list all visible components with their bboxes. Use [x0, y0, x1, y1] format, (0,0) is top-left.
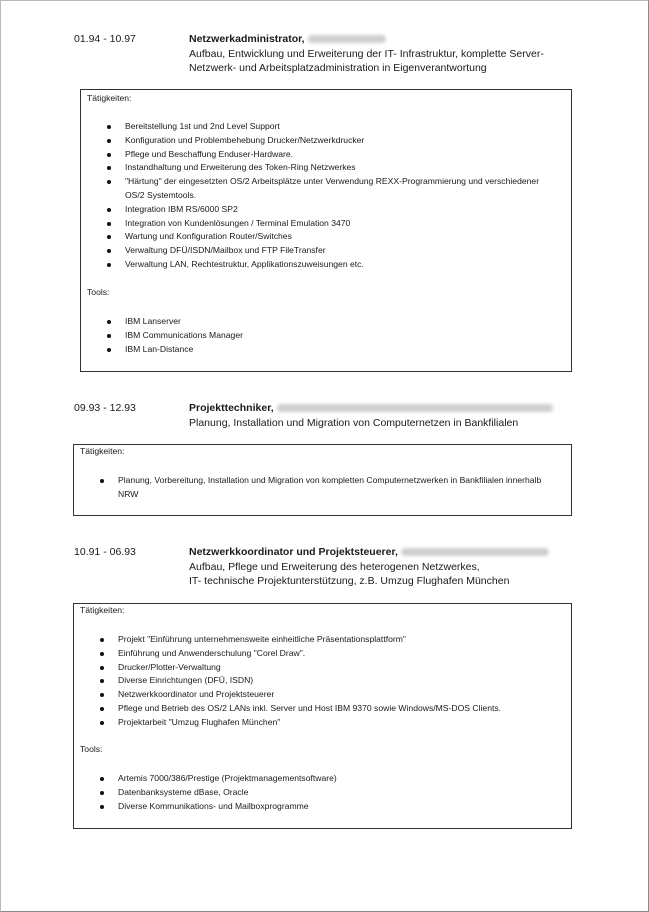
- duties-list: [118, 633, 559, 730]
- section-label: Tools:: [80, 744, 103, 754]
- list-item: Bereitstellung 1st und 2nd Level Support: [125, 120, 559, 134]
- entry-title: Netzwerkkoordinator und Projektsteuerer,: [189, 546, 398, 558]
- list-item: Projekt "Einführung unternehmensweite einheitliche Präsentationsplattform": [118, 633, 559, 647]
- list-item: IBM Lan-Distance: [125, 343, 559, 357]
- bullet-icon: [100, 479, 104, 483]
- bullet-icon: [100, 693, 104, 697]
- entry-title: Netzwerkadministrator,: [189, 33, 305, 45]
- entry-period: 09.93 - 12.93: [74, 402, 136, 414]
- bullet-icon: [100, 666, 104, 670]
- bullet-icon: [100, 652, 104, 656]
- list-item: Pflege und Betrieb des OS/2 LANs inkl. Server und Host IBM 9370 sowie Windows/MS-DOS Clients.: [118, 702, 559, 716]
- duties-list: [125, 120, 559, 272]
- entry-header: [189, 32, 609, 76]
- list-item: Diverse Einrichtungen (DFÜ, ISDN): [118, 674, 559, 688]
- bullet-icon: [107, 166, 111, 170]
- list-item: IBM Lanserver: [125, 315, 559, 329]
- list-item: Planung, Vorbereitung, Installation und Migration von kompletten Computernetzwerken in Bankfilialen innerhalb NRW: [118, 474, 559, 502]
- list-item: "Härtung" der eingesetzten OS/2 Arbeitsplätze unter Verwendung REXX-Programmierung und verschiedener OS/2 Systemtools.: [125, 175, 559, 203]
- entry-period: 01.94 - 10.97: [74, 33, 136, 45]
- bullet-icon: [107, 180, 111, 184]
- duties-box: [73, 603, 572, 829]
- bullet-icon: [107, 320, 111, 324]
- bullet-icon: [100, 721, 104, 725]
- duties-box: [80, 89, 572, 372]
- bullet-icon: [107, 153, 111, 157]
- bullet-icon: [107, 348, 111, 352]
- list-item: Integration von Kundenlösungen / Terminal Emulation 3470: [125, 217, 559, 231]
- bullet-icon: [100, 805, 104, 809]
- list-item: Integration IBM RS/6000 SP2: [125, 203, 559, 217]
- list-item: Artemis 7000/386/Prestige (Projektmanagementsoftware): [118, 772, 559, 786]
- redacted-employer: [401, 548, 549, 556]
- duties-box: [73, 444, 572, 516]
- bullet-icon: [107, 334, 111, 338]
- redacted-employer: [277, 404, 553, 412]
- section-label: Tools:: [87, 287, 110, 297]
- bullet-icon: [100, 638, 104, 642]
- entry-period: 10.91 - 06.93: [74, 546, 136, 558]
- bullet-icon: [107, 139, 111, 143]
- list-item: Diverse Kommunikations- und Mailboxprogramme: [118, 800, 559, 814]
- list-item: Datenbanksysteme dBase, Oracle: [118, 786, 559, 800]
- bullet-icon: [107, 125, 111, 129]
- entry-title: Projekttechniker,: [189, 402, 274, 414]
- list-item: Instandhaltung und Erweiterung des Token-Ring Netzwerkes: [125, 161, 559, 175]
- bullet-icon: [100, 707, 104, 711]
- bullet-icon: [100, 679, 104, 683]
- bullet-icon: [107, 208, 111, 212]
- list-item: Konfiguration und Problembehebung Drucker/Netzwerkdrucker: [125, 134, 559, 148]
- bullet-icon: [107, 263, 111, 267]
- bullet-icon: [100, 791, 104, 795]
- list-item: Verwaltung DFÜ/ISDN/Mailbox und FTP FileTransfer: [125, 244, 559, 258]
- list-item: Projektarbeit "Umzug Flughafen München": [118, 716, 559, 730]
- list-item: Wartung und Konfiguration Router/Switches: [125, 230, 559, 244]
- section-label: Tätigkeiten:: [80, 605, 125, 615]
- bullet-icon: [107, 222, 111, 226]
- section-label: Tätigkeiten:: [87, 93, 132, 103]
- list-item: Verwaltung LAN, Rechtestruktur, Applikationszuweisungen etc.: [125, 258, 559, 272]
- list-item: Einführung und Anwenderschulung "Corel Draw".: [118, 647, 559, 661]
- list-item: Pflege und Beschaffung Enduser-Hardware.: [125, 148, 559, 162]
- duties-list: [118, 474, 559, 502]
- tools-list: [118, 772, 559, 813]
- list-item: Netzwerkkoordinator und Projektsteuerer: [118, 688, 559, 702]
- list-item: IBM Communications Manager: [125, 329, 559, 343]
- entry-header: [189, 401, 609, 430]
- entry-description-line: Planung, Installation und Migration von Computernetzen in Bankfilialen: [189, 416, 519, 429]
- bullet-icon: [107, 249, 111, 253]
- list-item: Drucker/Plotter-Verwaltung: [118, 661, 559, 675]
- entry-description-line: Netzwerk- und Arbeitsplatzadministration in Eigenverantwortung: [189, 62, 487, 74]
- bullet-icon: [107, 235, 111, 239]
- entry-header: [189, 545, 609, 589]
- redacted-employer: [308, 35, 386, 43]
- tools-list: [125, 315, 559, 356]
- section-label: Tätigkeiten:: [80, 446, 125, 456]
- bullet-icon: [100, 777, 104, 781]
- entry-description-line: Aufbau, Entwicklung und Erweiterung der IT- Infrastruktur, komplette Server-: [189, 47, 544, 60]
- entry-description-line: IT- technische Projektunterstützung, z.B. Umzug Flughafen München: [189, 575, 510, 587]
- entry-description-line: Aufbau, Pflege und Erweiterung des heterogenen Netzwerkes,: [189, 560, 480, 573]
